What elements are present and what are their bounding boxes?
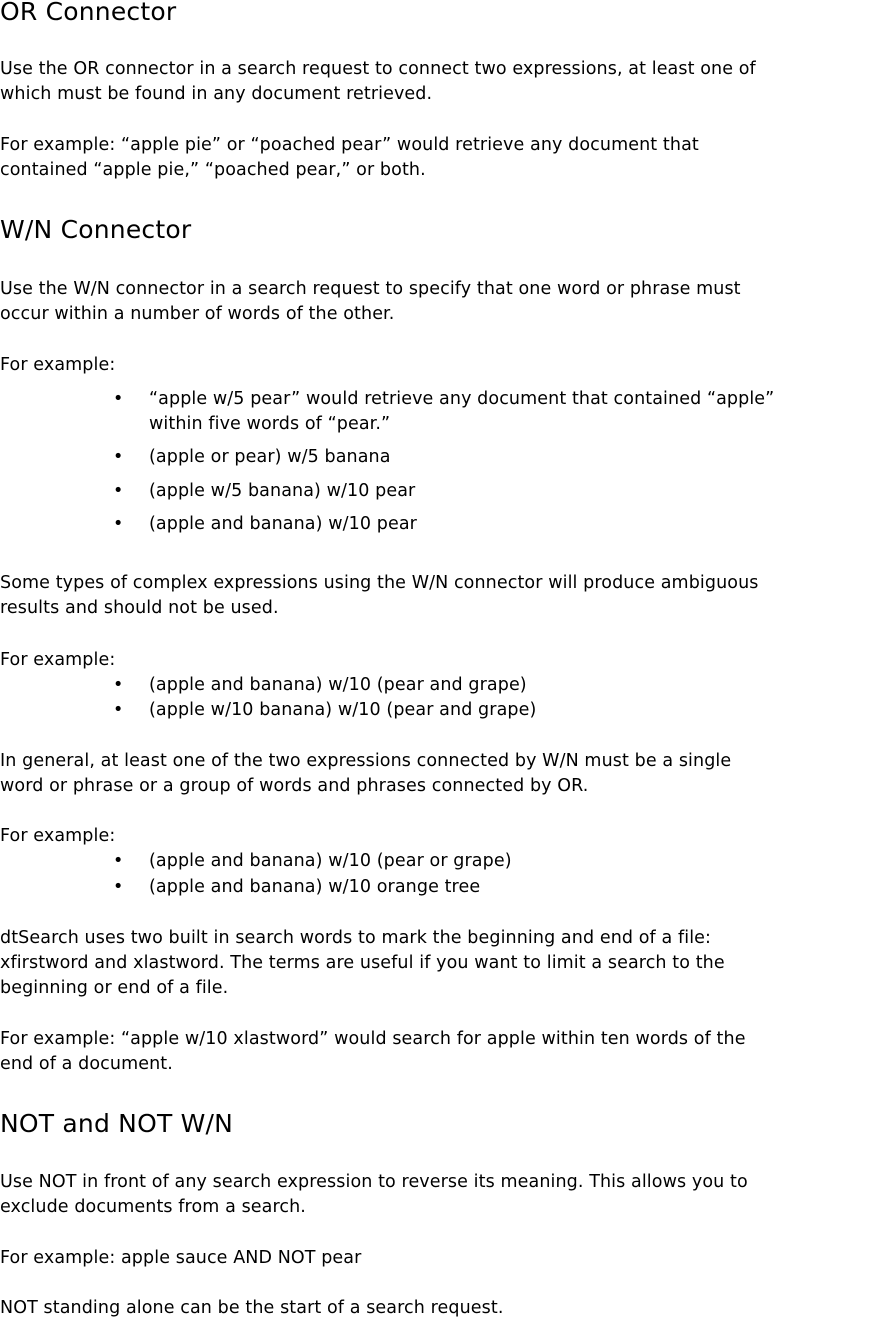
list-item-text: (apple w/5 banana) w/10 pear bbox=[149, 481, 416, 501]
bullet-icon: • bbox=[113, 514, 124, 534]
example-label: For example: bbox=[0, 826, 116, 846]
paragraph-or-example: For example: “apple pie” or “poached pear” would retrieve any document that contained “apple pie,” “poached pear,” or both. bbox=[0, 135, 699, 180]
bullet-icon: • bbox=[113, 389, 124, 409]
heading-or-connector: OR Connector bbox=[0, 0, 177, 26]
paragraph-xlastword-example: For example: “apple w/10 xlastword” would search for apple within ten words of the end of a document. bbox=[0, 1029, 746, 1074]
example-label: For example: bbox=[0, 355, 116, 375]
heading-wn-connector: W/N Connector bbox=[0, 215, 192, 244]
paragraph-wn-ambiguous: Some types of complex expressions using the W/N connector will produce ambiguous results and should not be used. bbox=[0, 573, 759, 618]
list-item-text: (apple w/10 banana) w/10 (pear and grape) bbox=[149, 700, 537, 720]
example-label: For example: bbox=[0, 650, 116, 670]
list-item-text: (apple and banana) w/10 orange tree bbox=[149, 877, 481, 897]
bullet-icon: • bbox=[113, 675, 124, 695]
paragraph-wn-general: In general, at least one of the two expressions connected by W/N must be a single word or phrase or a group of words and phrases connected by OR. bbox=[0, 751, 732, 796]
bullet-icon: • bbox=[113, 481, 124, 501]
paragraph-or-intro: Use the OR connector in a search request to connect two expressions, at least one of which must be found in any document retrieved. bbox=[0, 59, 756, 104]
paragraph-not-example: For example: apple sauce AND NOT pear bbox=[0, 1248, 362, 1268]
paragraph-not-intro: Use NOT in front of any search expression to reverse its meaning. This allows you to exclude documents from a search. bbox=[0, 1172, 748, 1217]
list-item-text: (apple or pear) w/5 banana bbox=[149, 447, 391, 467]
bullet-icon: • bbox=[113, 877, 124, 897]
bullet-icon: • bbox=[113, 851, 124, 871]
list-item-text: (apple and banana) w/10 pear bbox=[149, 514, 417, 534]
bullet-icon: • bbox=[113, 447, 124, 467]
heading-not: NOT and NOT W/N bbox=[0, 1109, 234, 1138]
list-item-text: “apple w/5 pear” would retrieve any document that contained “apple” within five words of “pear.” bbox=[149, 389, 775, 434]
list-item-text: (apple and banana) w/10 (pear or grape) bbox=[149, 851, 512, 871]
bullet-icon: • bbox=[113, 700, 124, 720]
paragraph-not-standalone: NOT standing alone can be the start of a search request. bbox=[0, 1298, 504, 1318]
paragraph-dtsearch-words: dtSearch uses two built in search words to mark the beginning and end of a file: xfirstword and xlastword. The terms are useful if you want to limit a search to the beginning or end of a file. bbox=[0, 928, 725, 998]
paragraph-wn-intro: Use the W/N connector in a search request to specify that one word or phrase must occur within a number of words of the other. bbox=[0, 279, 741, 324]
list-item-text: (apple and banana) w/10 (pear and grape) bbox=[149, 675, 527, 695]
